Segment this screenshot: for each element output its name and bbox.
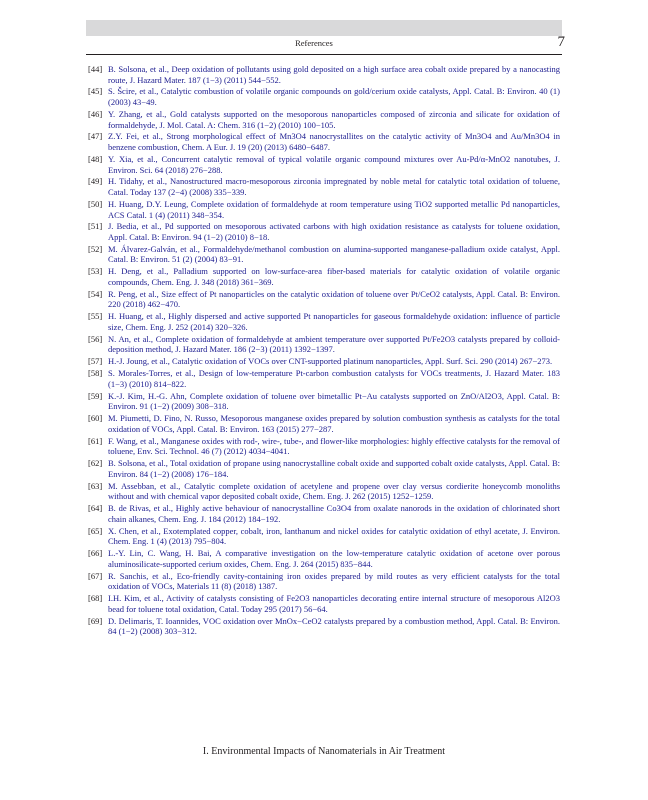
reference-citation-link[interactable]: Y. Zhang, et al., Gold catalysts supported on the mesoporous nanoparticles composed of zirconia and silicate for oxidation of formaldehyde, J. Mol. Catal. A: Chem. 316 (1−2) (2010) 100−105.	[108, 108, 560, 130]
header-shade-bar	[86, 20, 562, 36]
reference-entry	[88, 64, 560, 85]
reference-citation-link[interactable]: H. Huang, et al., Highly dispersed and active supported Pt nanoparticles for gaseous formaldehyde oxidation: influence of particle size, Chem. Eng. J. 252 (2014) 320−326.	[108, 311, 560, 332]
reference-entry	[88, 616, 560, 637]
reference-number: [59]	[88, 390, 103, 401]
reference-number: [45]	[88, 86, 103, 97]
running-head: References	[295, 38, 333, 48]
reference-citation-link[interactable]: Z.Y. Fei, et al., Strong morphological effect of Mn3O4 nanocrystallites on the catalytic activity of Mn3O4 and Au/Mn3O4 in benzene combustion, Chem. A Eur. J. 19 (20) (2013) 6480−6487.	[108, 131, 560, 153]
reference-entry	[88, 289, 560, 310]
reference-number: [68]	[88, 593, 103, 604]
reference-citation-link[interactable]: B. Solsona, et al., Deep oxidation of pollutants using gold deposited on a high surface area cobalt oxide prepared by a nanocasting route, J. Hazard Mater. 187 (1−3) (2011) 544−552.	[108, 64, 560, 85]
reference-entry	[88, 413, 560, 434]
reference-entry	[88, 244, 560, 265]
reference-entry	[88, 176, 560, 197]
reference-number: [69]	[88, 615, 103, 626]
reference-citation-link[interactable]: X. Chen, et al., Exotemplated copper, cobalt, iron, lanthanum and nickel oxides for catalytic oxidation of ethyl acetate, J. Environ. Chem. Eng. 1 (4) (2013) 795−804.	[108, 525, 560, 547]
reference-citation-link[interactable]: M. Assebban, et al., Catalytic complete oxidation of acetylene and propene over clay versus cordierite honeycomb monoliths without and with chemical vapor deposited cobalt oxide, Chem. Eng. J. 262 (2015) 1252−1259.	[108, 480, 560, 502]
reference-citation-link[interactable]: L.-Y. Lin, C. Wang, H. Bai, A comparative investigation on the low-temperature catalytic oxidation of acetone over porous aluminosilicate-supported cerium oxides, Chem. Eng. J. 264 (2015) 835−844.	[108, 548, 560, 569]
reference-citation-link[interactable]: H. Tidahy, et al., Nanostructured macro-mesoporous zirconia impregnated by noble metal for catalytic total oxidation of toluene, Catal. Today 137 (2−4) (2008) 335−339.	[108, 176, 560, 198]
reference-entry	[88, 526, 560, 547]
reference-entry	[88, 503, 560, 524]
reference-number: [60]	[88, 413, 103, 424]
reference-citation-link[interactable]: M. Piumetti, D. Fino, N. Russo, Mesoporous manganese oxides prepared by solution combustion synthesis as catalysts for the total oxidation of VOCs, Appl. Catal. B: Environ. 163 (2015) 277−287.	[108, 413, 560, 434]
reference-citation-link[interactable]: Y. Xia, et al., Concurrent catalytic removal of typical volatile organic compound mixtures over Au-Pd/α-MnO2 nanotubes, J. Environ. Sci. 64 (2018) 276−288.	[108, 153, 560, 175]
page-number: 7	[557, 34, 565, 50]
reference-number: [65]	[88, 525, 103, 536]
reference-citation-link[interactable]: N. An, et al., Complete oxidation of formaldehyde at ambient temperature over supported Pt/Fe2O3 catalysts prepared by colloid-deposition method, J. Hazard Mater. 186 (2−3) (2011) 1392−1397.	[108, 333, 560, 355]
reference-entry	[88, 593, 560, 614]
reference-entry	[88, 154, 560, 175]
reference-citation-link[interactable]: H. Huang, D.Y. Leung, Complete oxidation of formaldehyde at room temperature using TiO2 supported metallic Pd nanoparticles, ACS Catal. 1 (4) (2011) 348−354.	[108, 198, 560, 220]
reference-entry	[88, 266, 560, 287]
reference-number: [66]	[88, 548, 103, 559]
reference-number: [55]	[88, 311, 103, 322]
reference-number: [53]	[88, 266, 103, 277]
reference-number: [56]	[88, 333, 103, 344]
reference-entry	[88, 131, 560, 152]
reference-number: [44]	[88, 64, 103, 74]
reference-entry	[88, 199, 560, 220]
reference-citation-link[interactable]: D. Delimaris, T. Ioannides, VOC oxidation over MnOx−CeO2 catalysts prepared by a combustion method, Appl. Catal. B: Environ. 84 (1−2) (2008) 303−312.	[108, 615, 560, 637]
reference-entry	[88, 548, 560, 569]
reference-number: [50]	[88, 198, 103, 209]
reference-number: [58]	[88, 368, 103, 379]
reference-number: [61]	[88, 435, 103, 446]
reference-citation-link[interactable]: H. Deng, et al., Palladium supported on low-surface-area fiber-based materials for catalytic oxidation of volatile organic compounds, Chem. Eng. J. 348 (2018) 361−369.	[108, 266, 560, 287]
footer-section-title: I. Environmental Impacts of Nanomaterials in Air Treatment	[202, 746, 446, 757]
reference-entry	[88, 458, 560, 479]
reference-list	[88, 64, 560, 638]
reference-citation-link[interactable]: R. Sanchis, et al., Eco-friendly cavity-containing iron oxides prepared by mild routes as very efficient catalysts for the total oxidation of VOCs, Materials 11 (8) (2018) 1387.	[108, 570, 560, 592]
reference-number: [62]	[88, 458, 103, 469]
reference-citation-link[interactable]: S. Morales-Torres, et al., Design of low-temperature Pt-carbon combustion catalysts for VOCs treatments, J. Hazard Mater. 183 (1−3) (2010) 814−822.	[108, 368, 560, 389]
reference-entry	[88, 221, 560, 242]
reference-entry	[88, 436, 560, 457]
reference-citation-link[interactable]: F. Wang, et al., Manganese oxides with rod-, wire-, tube-, and flower-like morphologies: highly effective catalysts for the removal of toluene, Env. Sci. Technol. 46 (7) (2012) 4034−4041.	[108, 435, 560, 457]
reference-citation-link[interactable]: R. Peng, et al., Size effect of Pt nanoparticles on the catalytic oxidation of toluene over Pt/CeO2 catalysts, Appl. Catal. B: Environ. 220 (2018) 462−470.	[108, 288, 560, 310]
reference-entry	[88, 311, 560, 332]
reference-number: [48]	[88, 153, 103, 164]
reference-citation-link[interactable]: I.H. Kim, et al., Activity of catalysts consisting of Fe2O3 nanoparticles decorating entire internal structure of mesoporous Al2O3 bead for toluene total oxidation, Catal. Today 295 (2017) 56−64.	[108, 593, 560, 614]
reference-number: [46]	[88, 108, 103, 119]
reference-entry	[88, 86, 560, 107]
reference-entry	[88, 109, 560, 130]
reference-number: [47]	[88, 131, 103, 142]
reference-citation-link[interactable]: M. Álvarez-Galván, et al., Formaldehyde/methanol combustion on alumina-supported manganese-palladium oxide catalyst, Appl. Catal. B: Environ. 51 (2) (2004) 83−91.	[108, 243, 560, 265]
reference-citation-link[interactable]: J. Bedia, et al., Pd supported on mesoporous activated carbons with high oxidation resistance as catalysts for toluene oxidation, Appl. Catal. B: Environ. 94 (1−2) (2010) 8−18.	[108, 221, 560, 242]
reference-entry	[88, 368, 560, 389]
reference-entry	[88, 571, 560, 592]
reference-entry	[88, 481, 560, 502]
reference-entry	[88, 334, 560, 355]
header-rule	[86, 54, 562, 55]
reference-number: [54]	[88, 288, 103, 299]
reference-entry	[88, 356, 560, 367]
reference-entry	[88, 391, 560, 412]
reference-number: [57]	[88, 356, 103, 367]
reference-number: [51]	[88, 221, 103, 232]
reference-number: [52]	[88, 243, 103, 254]
reference-citation-link[interactable]: B. de Rivas, et al., Highly active behaviour of nanocrystalline Co3O4 from oxalate nanorods in the oxidation of chlorinated short chain alkanes, Chem. Eng. J. 184 (2012) 184−192.	[108, 503, 560, 524]
reference-number: [49]	[88, 176, 103, 187]
reference-number: [67]	[88, 570, 103, 581]
reference-number: [64]	[88, 503, 103, 514]
reference-number: [63]	[88, 480, 103, 491]
reference-citation-link[interactable]: S. Šcire, et al., Catalytic combustion of volatile organic compounds on gold/cerium oxide catalysts, Appl. Catal. B: Environ. 40 (1) (2003) 43−49.	[108, 86, 560, 108]
reference-citation-link[interactable]: H.-J. Joung, et al., Catalytic oxidation of VOCs over CNT-supported platinum nanoparticles, Appl. Surf. Sci. 290 (2014) 267−273.	[108, 356, 553, 367]
reference-citation-link[interactable]: B. Solsona, et al., Total oxidation of propane using nanocrystalline cobalt oxide and supported cobalt oxide catalysts, Appl. Catal. B: Environ. 84 (1−2) (2008) 176−184.	[108, 458, 560, 479]
reference-citation-link[interactable]: K.-J. Kim, H.-G. Ahn, Complete oxidation of toluene over bimetallic Pt−Au catalysts supported on ZnO/Al2O3, Appl. Catal. B: Environ. 91 (1−2) (2009) 308−318.	[108, 390, 560, 412]
